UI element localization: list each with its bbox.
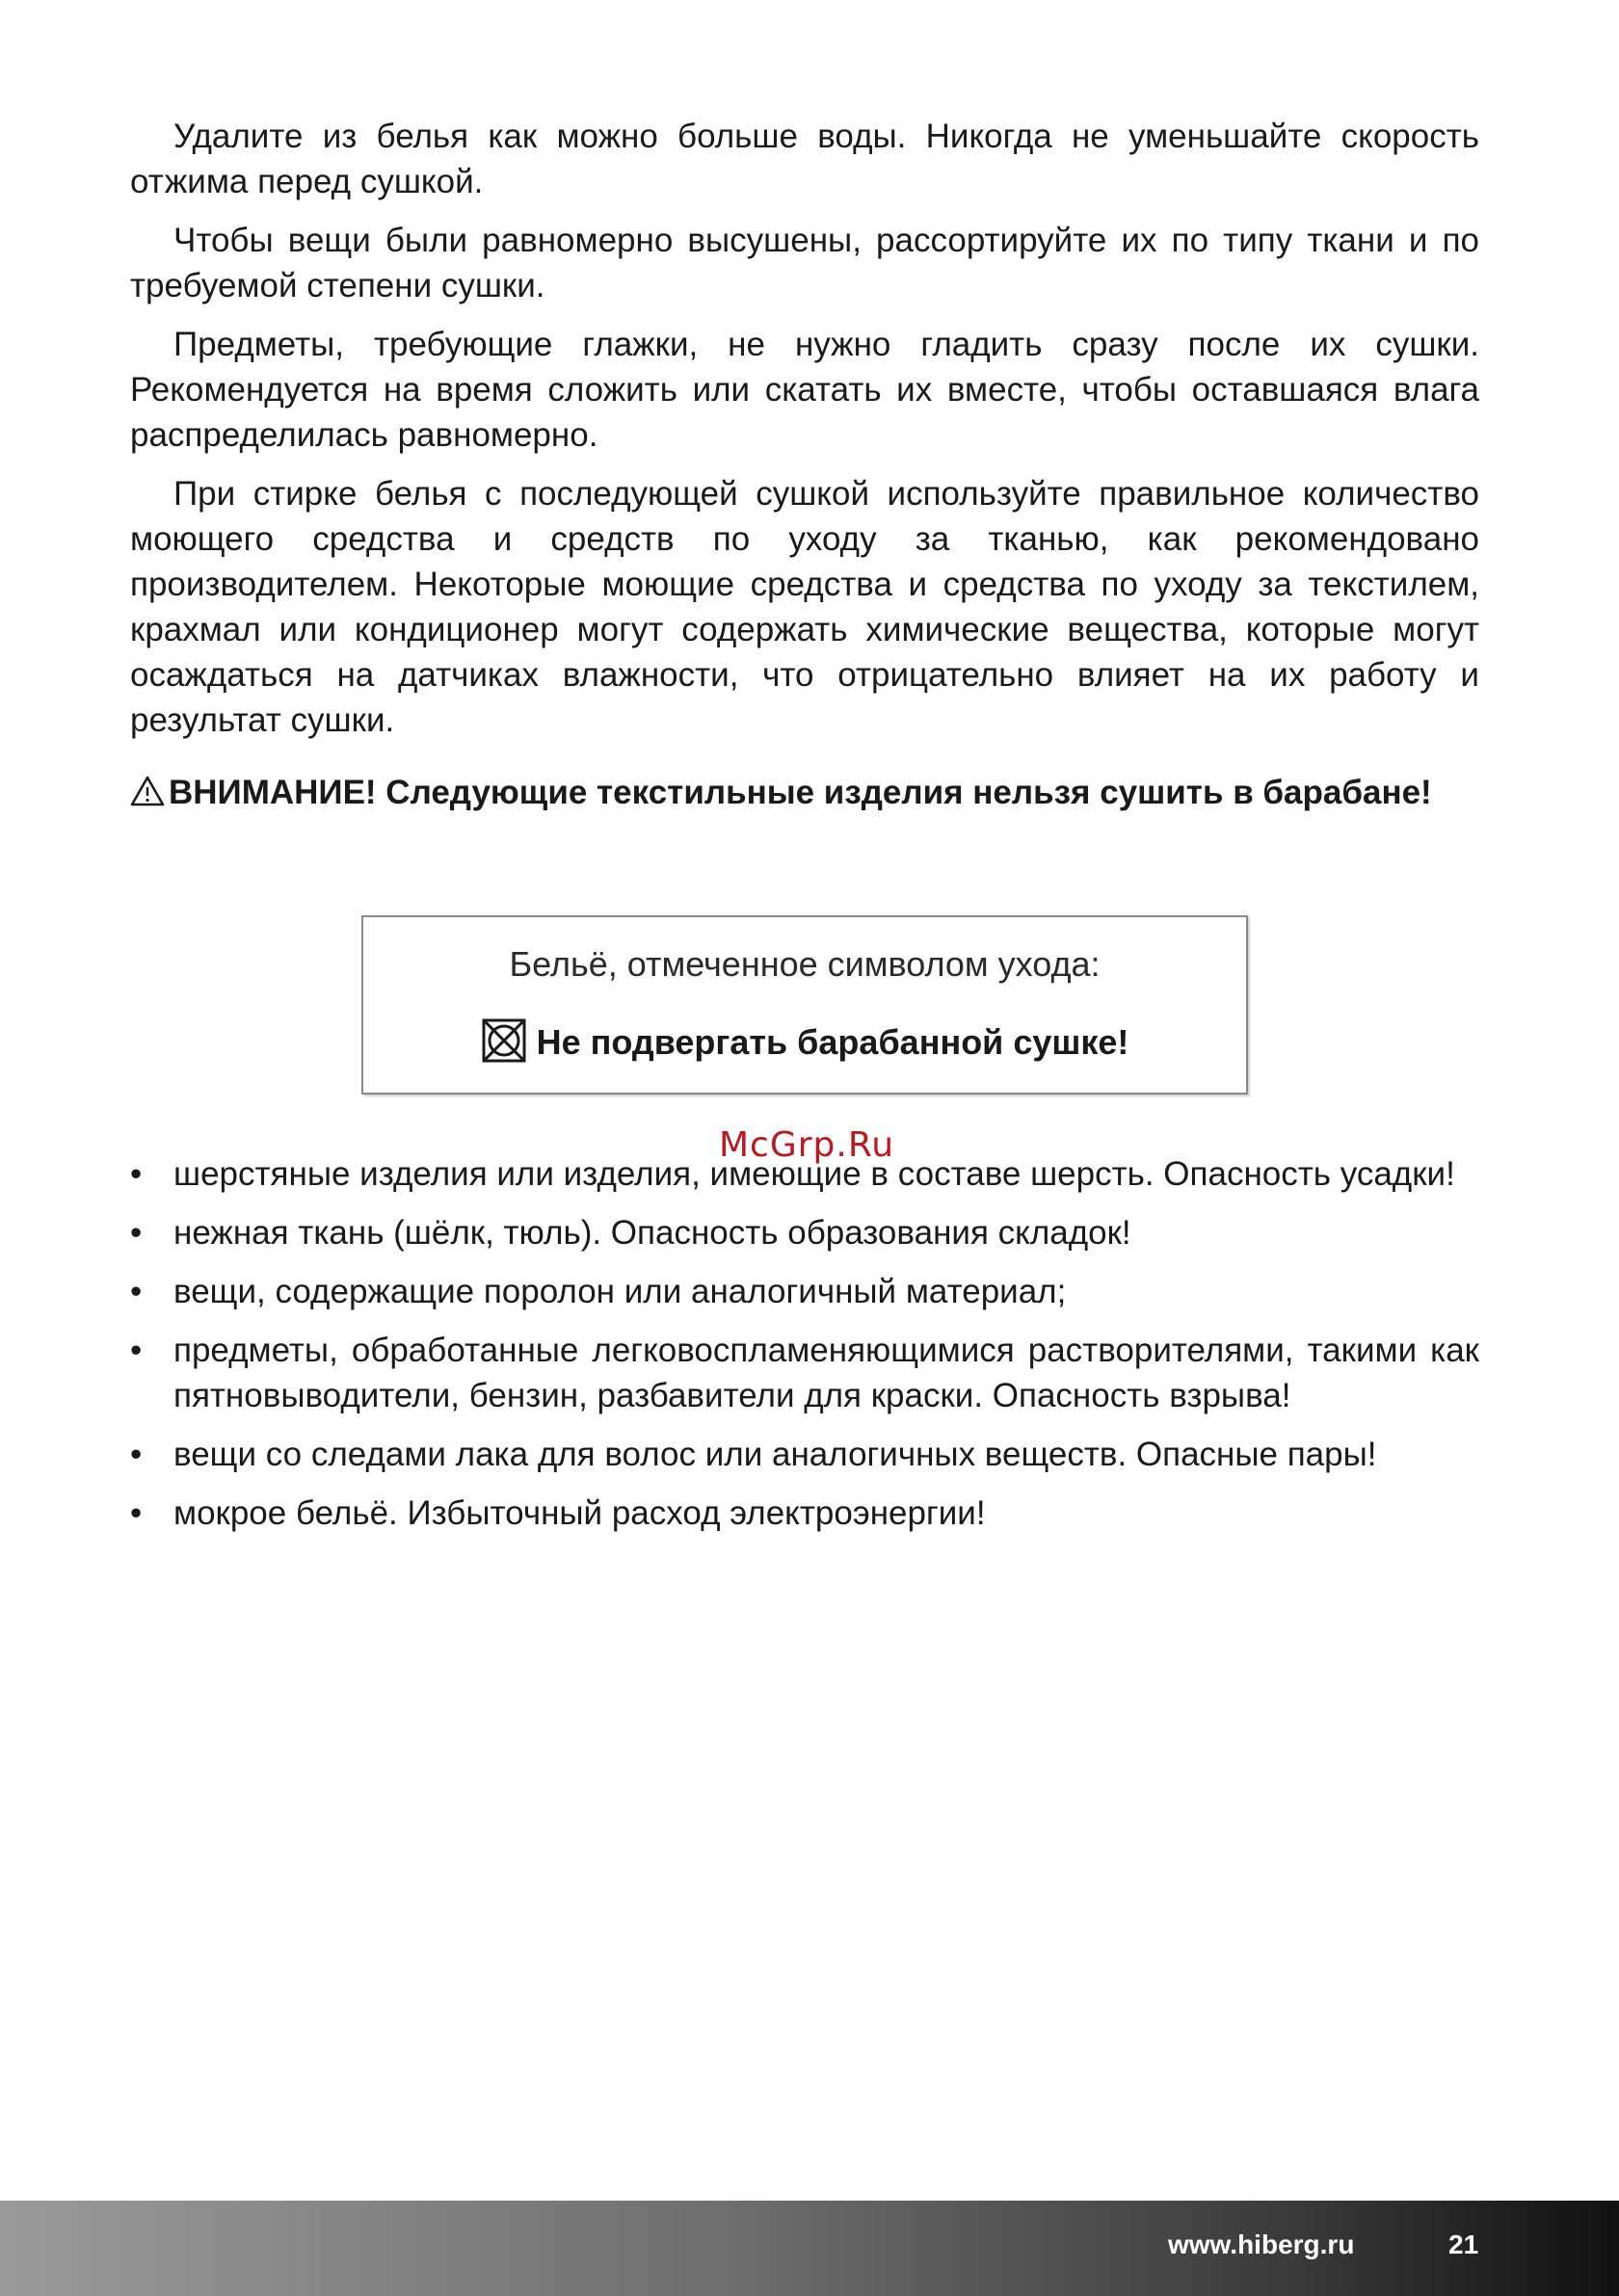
- care-box-instruction-text: Не подвергать барабанной сушке!: [536, 1022, 1129, 1062]
- list-item: [130, 1210, 1479, 1255]
- warning-text: ВНИМАНИЕ! Следующие текстильные изделия нельзя сушить в барабане!: [169, 774, 1432, 811]
- list-item-text: мокрое бельё. Избыточный расход электроэнергии!: [173, 1494, 986, 1532]
- care-box-instruction: [363, 1017, 1246, 1064]
- list-item-text: нежная ткань (шёлк, тюль). Опасность образования складок!: [173, 1214, 1131, 1252]
- list-item: [130, 1328, 1479, 1418]
- care-box-caption: Бельё, отмеченное символом ухода:: [509, 944, 1101, 984]
- watermark: McGrp.Ru: [719, 1125, 895, 1165]
- paragraph: Удалите из белья как можно больше воды. Никогда не уменьшайте скорость отжима перед сушкой.: [130, 118, 1479, 200]
- paragraph: Чтобы вещи были равномерно высушены, рассортируйте их по типу ткани и по требуемой степени сушки.: [130, 222, 1479, 304]
- bullet-icon: •: [130, 1155, 143, 1193]
- care-symbol-box: [361, 915, 1248, 1095]
- paragraph: При стирке белья с последующей сушкой используйте правильное количество моющего средства и средств по уходу за тканью, как рекомендовано производителем. Некоторые моющие средства и средства по уходу за текстилем, крахмал или кондиционер могут содержать химические вещества, которые могут осаждаться на датчиках влажности, что отрицательно влияет на их работу и результат сушки.: [130, 475, 1479, 739]
- page-number: 21: [1448, 2230, 1479, 2259]
- page-footer: [0, 2201, 1619, 2296]
- no-tumble-dry-icon: [481, 1017, 527, 1064]
- warning-notice: [130, 770, 1479, 815]
- list-item-text: шерстяные изделия или изделия, имеющие в составе шерсть. Опасность усадки!: [173, 1155, 1455, 1193]
- footer-website-link[interactable]: www.hiberg.ru: [1168, 2230, 1355, 2259]
- list-item: [130, 1151, 1479, 1197]
- list-item: [130, 1269, 1479, 1314]
- list-item-text: вещи со следами лака для волос или аналогичных веществ. Опасные пары!: [173, 1436, 1377, 1473]
- list-item: [130, 1491, 1479, 1536]
- list-item: [130, 1432, 1479, 1477]
- paragraph: Предметы, требующие глажки, не нужно гладить сразу после их сушки. Рекомендуется на время сложить или скатать их вместе, чтобы оставшаяся влага распределилась равномерно.: [130, 326, 1479, 454]
- bullet-list: [130, 1151, 1479, 1549]
- list-item-text: предметы, обработанные легковоспламеняющимися растворителями, такими как пятновыводители, бензин, разбавители для краски. Опасность взрыва!: [173, 1332, 1479, 1414]
- list-item-text: вещи, содержащие поролон или аналогичный материал;: [173, 1273, 1067, 1310]
- bullet-icon: •: [130, 1214, 143, 1252]
- bullet-icon: •: [130, 1436, 143, 1473]
- bullet-icon: •: [130, 1494, 143, 1532]
- bullet-icon: •: [130, 1273, 143, 1310]
- warning-triangle-icon: [130, 775, 165, 807]
- main-content: [130, 114, 1479, 815]
- bullet-icon: •: [130, 1332, 143, 1369]
